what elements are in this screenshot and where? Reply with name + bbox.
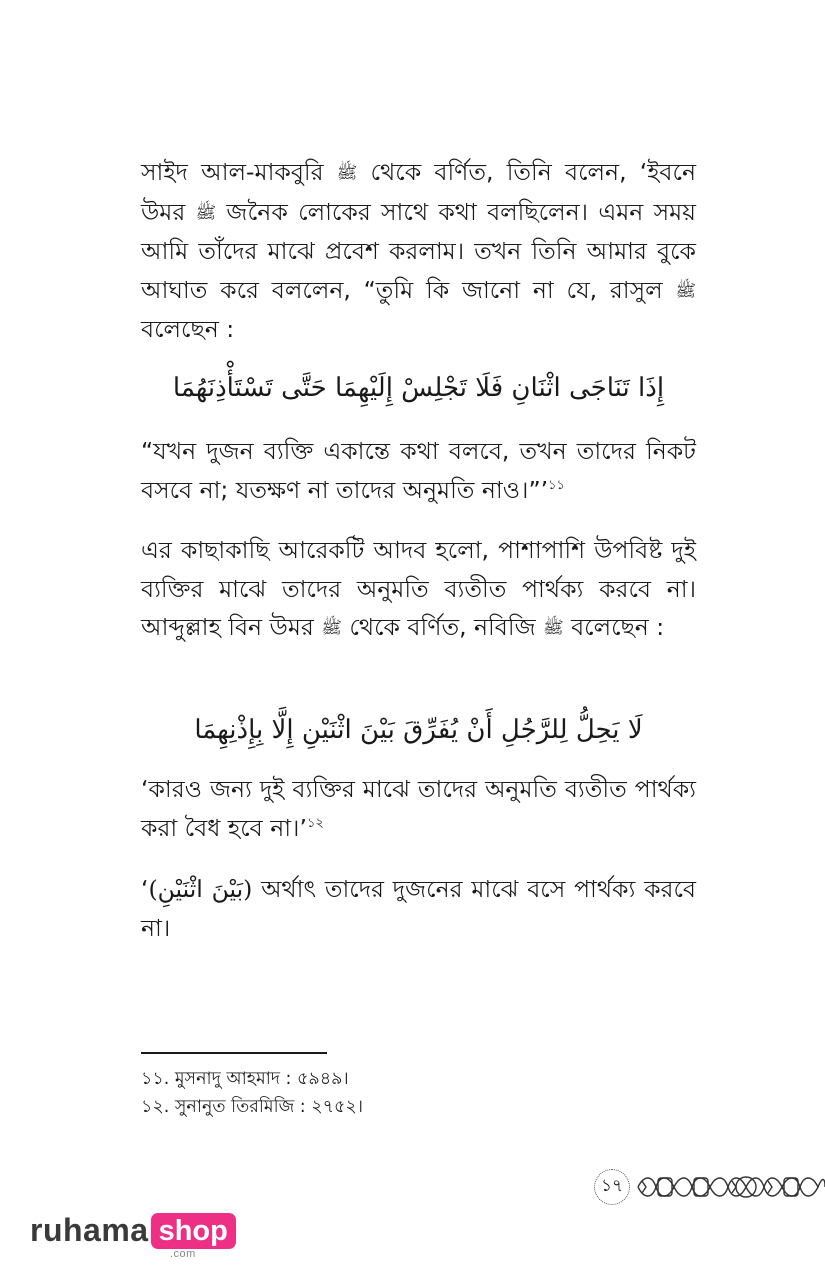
paragraph-narration: সাইদ আল-মাকবুরি ﷺ থেকে বর্ণিত, তিনি বলেন, ‘ইবনে উমর ﷺ জনৈক লোকের সাথে কথা বলছিলেন। এমন সময় আমি তাঁদের মাঝে প্রবেশ করলাম। তখন তিনি আমার বুকে আঘাত করে বললেন, “তুমি কি জানো না যে, রাসুল ﷺ বলেছেন :	[141, 158, 696, 343]
footnote-ref-12: ১২	[306, 815, 324, 831]
arabic-hadith-1: إِذَا تَنَاجَى اثْنَانِ فَلَا تَجْلِسْ إِلَيْهِمَا حَتَّى تَسْتَأْذِنَهُمَا	[172, 373, 665, 403]
footnote-11: ১১. মুসনাদু আহমাদ : ৫৯৪৯।	[141, 1069, 349, 1089]
arabic-inline-phrase: (بَيْنَ اثْنَيْنِ)	[148, 875, 253, 903]
ruhama-shop-logo: ruhama shop .com	[30, 1212, 236, 1262]
honorific-glyph: ﷺ	[321, 618, 342, 638]
paragraph-explanation: ‘(بَيْنَ اثْنَيْنِ) অর্থাৎ তাদের দুজনের মাঝে বসে পার্থক্য করবে না।	[141, 875, 696, 942]
footnote-divider	[141, 1052, 327, 1054]
honorific-glyph: ﷺ	[195, 202, 217, 223]
honorific-glyph: ﷺ	[336, 163, 358, 183]
page-number: ১৭	[594, 1169, 630, 1205]
paragraph-etiquette: এর কাছাকাছি আরেকটি আদব হলো, পাশাপাশি উপবিষ্ট দুই ব্যক্তির মাঝে তাদের অনুমতি ব্যতীত পার্থক্য করবে না। আব্দুল্লাহ বিন উমর ﷺ থেকে বর্ণিত, নবিজি ﷺ বলেছেন :	[141, 536, 696, 641]
arabic-hadith-2: لَا يَحِلُّ لِلرَّجُلِ أَنْ يُفَرِّقَ بَيْنَ اثْنَيْنِ إِلَّا بِإِذْنِهِمَا	[194, 715, 643, 745]
honorific-glyph: ﷺ	[543, 618, 564, 638]
paragraph-translation-2: ‘কারও জন্য দুই ব্যক্তির মাঝে তাদের অনুমতি ব্যতীত পার্থক্য করা বৈধ হবে না।’$^{১২}$	[141, 775, 696, 842]
footnote-ref-11: ১১	[548, 477, 565, 493]
footnote-12: ১২. সুনানুত তিরমিজি : ২৭৫২।	[141, 1097, 363, 1117]
honorific-glyph: ﷺ	[675, 280, 696, 301]
paragraph-translation-1: “যখন দুজন ব্যক্তি একান্তে কথা বলবে, তখন তাদের নিকট বসবে না; যতক্ষণ না তাদের অনুমতি নাও।”’$^{১১}$	[141, 437, 696, 504]
